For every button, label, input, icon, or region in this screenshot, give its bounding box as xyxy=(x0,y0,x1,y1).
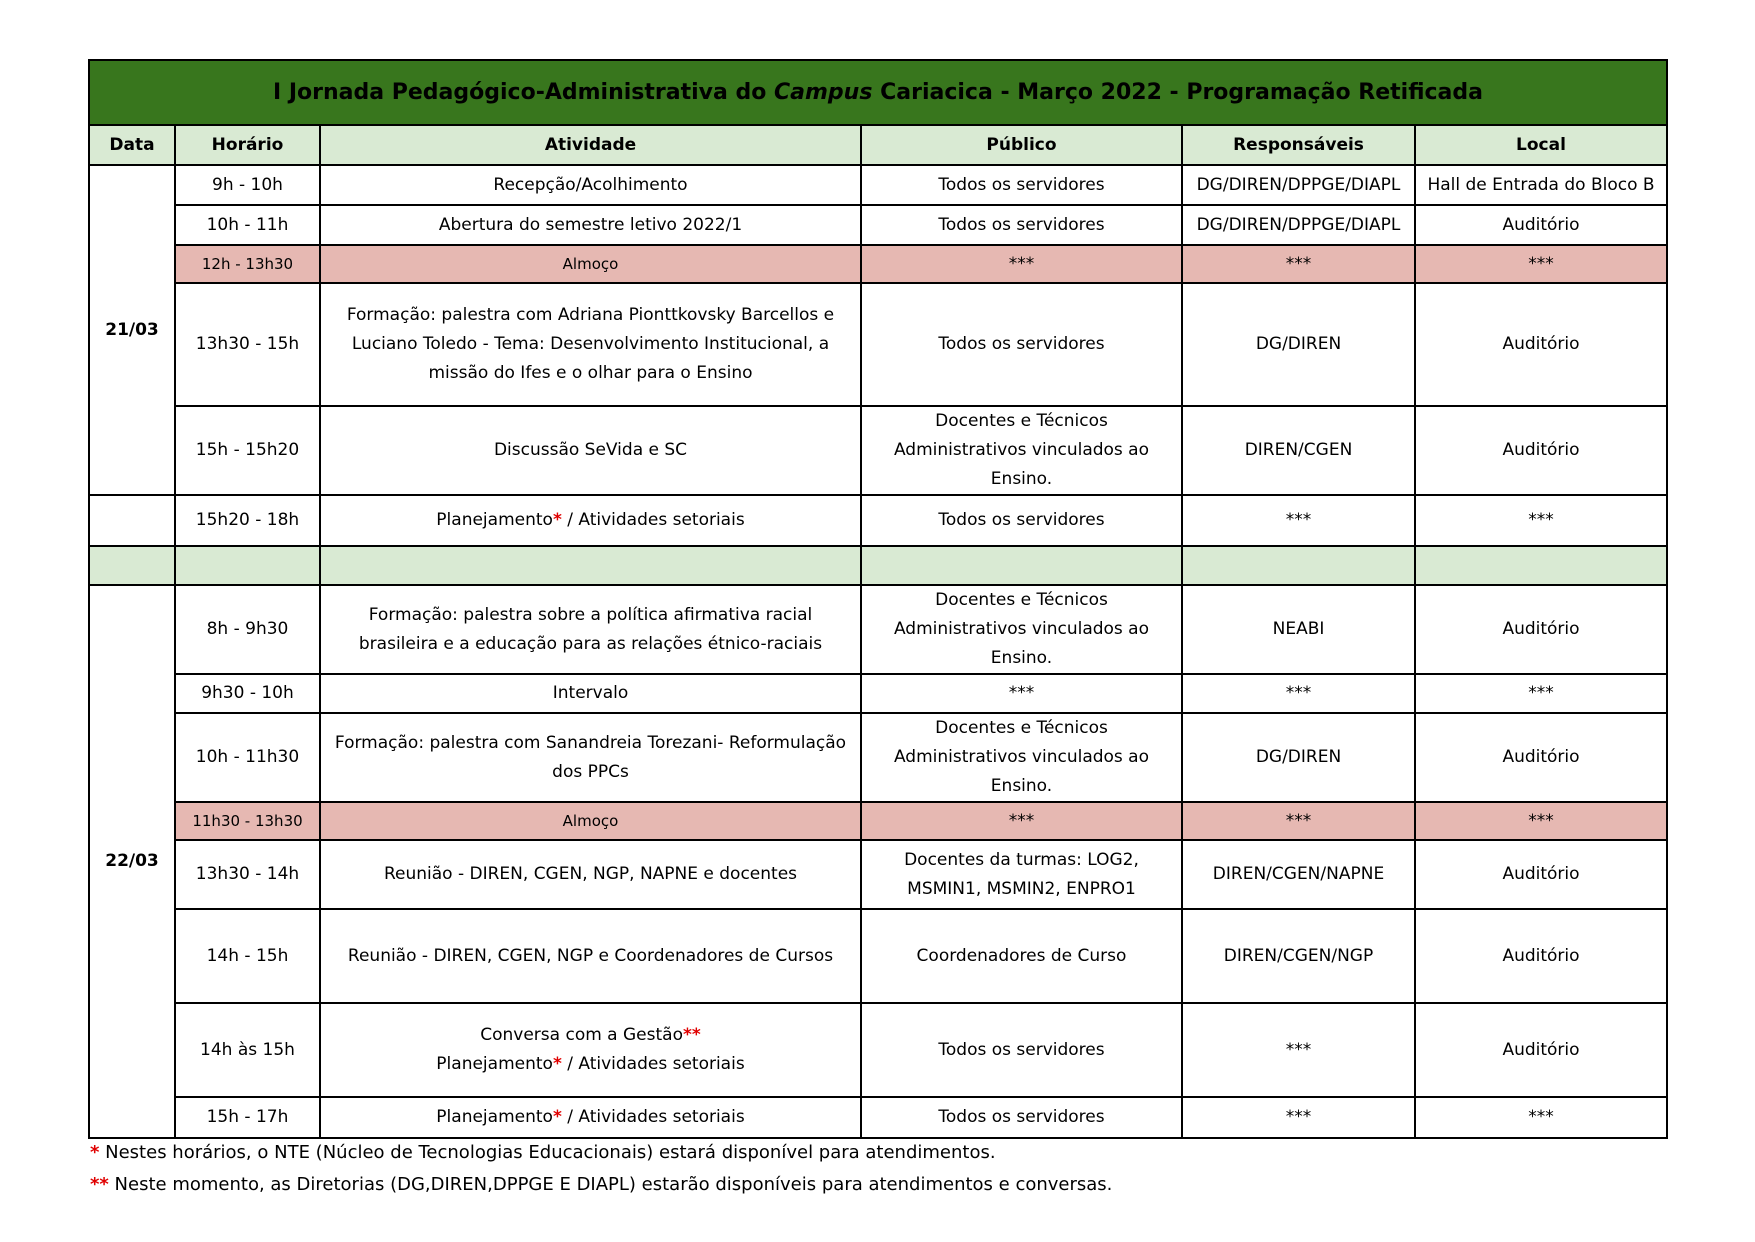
place-cell: Auditório xyxy=(1415,1003,1667,1097)
activity-cell: Reunião - DIREN, CGEN, NGP e Coordenadores de Cursos xyxy=(320,909,861,1003)
responsible-cell: *** xyxy=(1182,495,1415,546)
responsible-cell: NEABI xyxy=(1182,585,1415,674)
asterisk-mark: ** xyxy=(682,1025,701,1045)
place-cell: *** xyxy=(1415,245,1667,283)
asterisk-mark: * xyxy=(552,510,562,530)
activity-cell: Abertura do semestre letivo 2022/1 xyxy=(320,205,861,245)
responsible-cell: DG/DIREN/DPPGE/DIAPL xyxy=(1182,165,1415,205)
audience-cell: Todos os servidores xyxy=(861,165,1182,205)
audience-cell: *** xyxy=(861,245,1182,283)
footnote: ** Neste momento, as Diretorias (DG,DIREN,DPPGE E DIAPL) estarão disponíveis para atendimentos e conversas. xyxy=(90,1174,1113,1195)
responsible-cell: DG/DIREN xyxy=(1182,713,1415,802)
table-row xyxy=(89,205,1667,245)
audience-cell: Todos os servidores xyxy=(861,283,1182,406)
place-cell: *** xyxy=(1415,495,1667,546)
time-cell: 10h - 11h30 xyxy=(175,713,320,802)
activity-cell: Planejamento* / Atividades setoriais xyxy=(320,1097,861,1138)
activity-cell: Planejamento* / Atividades setoriais xyxy=(320,495,861,546)
table-row xyxy=(89,674,1667,713)
activity-cell: Recepção/Acolhimento xyxy=(320,165,861,205)
header-row xyxy=(89,125,1667,165)
audience-cell: Docentes e Técnicos Administrativos vinculados ao Ensino. xyxy=(861,585,1182,674)
table-row xyxy=(89,495,1667,546)
activity-cell: Formação: palestra com Adriana Pionttkovsky Barcellos e Luciano Toledo - Tema: Desenvolvimento Institucional, a missão do Ifes e o olhar para o Ensino xyxy=(320,283,861,406)
time-cell: 14h - 15h xyxy=(175,909,320,1003)
table-row xyxy=(89,165,1667,205)
asterisk-mark: * xyxy=(552,1107,562,1127)
table-row xyxy=(89,1003,1667,1097)
responsible-cell: DG/DIREN/DPPGE/DIAPL xyxy=(1182,205,1415,245)
table-row xyxy=(89,840,1667,909)
table-row xyxy=(89,585,1667,674)
activity-cell: Almoço xyxy=(320,802,861,840)
time-cell: 9h - 10h xyxy=(175,165,320,205)
activity-cell: Conversa com a Gestão** Planejamento* / Atividades setoriais xyxy=(320,1003,861,1097)
header-responsaveis: Responsáveis xyxy=(1182,125,1415,165)
table-row xyxy=(89,406,1667,495)
time-cell: 15h20 - 18h xyxy=(175,495,320,546)
activity-cell: Formação: palestra com Sanandreia Torezani- Reformulação dos PPCs xyxy=(320,713,861,802)
header-horario: Horário xyxy=(175,125,320,165)
responsible-cell: *** xyxy=(1182,245,1415,283)
place-cell: Auditório xyxy=(1415,713,1667,802)
time-cell: 15h - 15h20 xyxy=(175,406,320,495)
time-cell: 13h30 - 15h xyxy=(175,283,320,406)
place-cell: Auditório xyxy=(1415,840,1667,909)
place-cell: *** xyxy=(1415,802,1667,840)
date-cell: 21/03 xyxy=(89,165,175,495)
responsible-cell: DIREN/CGEN/NAPNE xyxy=(1182,840,1415,909)
responsible-cell: DIREN/CGEN xyxy=(1182,406,1415,495)
table-row xyxy=(89,1097,1667,1138)
table-row xyxy=(89,802,1667,840)
responsible-cell: *** xyxy=(1182,674,1415,713)
time-cell: 9h30 - 10h xyxy=(175,674,320,713)
responsible-cell: DG/DIREN xyxy=(1182,283,1415,406)
audience-cell: Docentes e Técnicos Administrativos vinculados ao Ensino. xyxy=(861,406,1182,495)
time-cell: 10h - 11h xyxy=(175,205,320,245)
date-cell-empty xyxy=(89,495,175,546)
time-cell: 14h às 15h xyxy=(175,1003,320,1097)
asterisk-mark: ** xyxy=(90,1174,109,1195)
header-publico: Público xyxy=(861,125,1182,165)
place-cell: Auditório xyxy=(1415,406,1667,495)
responsible-cell: *** xyxy=(1182,802,1415,840)
activity-cell: Discussão SeVida e SC xyxy=(320,406,861,495)
place-cell: Auditório xyxy=(1415,585,1667,674)
responsible-cell: *** xyxy=(1182,1003,1415,1097)
time-cell: 11h30 - 13h30 xyxy=(175,802,320,840)
asterisk-mark: * xyxy=(90,1142,100,1163)
table-row xyxy=(89,909,1667,1003)
header-local: Local xyxy=(1415,125,1667,165)
responsible-cell: DIREN/CGEN/NGP xyxy=(1182,909,1415,1003)
audience-cell: Todos os servidores xyxy=(861,495,1182,546)
table-row xyxy=(89,245,1667,283)
footnote: * Nestes horários, o NTE (Núcleo de Tecnologias Educacionais) estará disponível para atendimentos. xyxy=(90,1142,996,1163)
responsible-cell: *** xyxy=(1182,1097,1415,1138)
audience-cell: *** xyxy=(861,802,1182,840)
table-row xyxy=(89,283,1667,406)
time-cell: 15h - 17h xyxy=(175,1097,320,1138)
place-cell: Hall de Entrada do Bloco B xyxy=(1415,165,1667,205)
place-cell: *** xyxy=(1415,1097,1667,1138)
audience-cell: Docentes e Técnicos Administrativos vinculados ao Ensino. xyxy=(861,713,1182,802)
audience-cell: Coordenadores de Curso xyxy=(861,909,1182,1003)
place-cell: Auditório xyxy=(1415,283,1667,406)
activity-cell: Reunião - DIREN, CGEN, NGP, NAPNE e docentes xyxy=(320,840,861,909)
header-atividade: Atividade xyxy=(320,125,861,165)
time-cell: 13h30 - 14h xyxy=(175,840,320,909)
place-cell: *** xyxy=(1415,674,1667,713)
audience-cell: *** xyxy=(861,674,1182,713)
time-cell: 12h - 13h30 xyxy=(175,245,320,283)
activity-cell: Formação: palestra sobre a política afirmativa racial brasileira e a educação para as relações étnico-raciais xyxy=(320,585,861,674)
schedule-table xyxy=(88,59,1668,1139)
activity-cell: Intervalo xyxy=(320,674,861,713)
asterisk-mark: * xyxy=(552,1054,562,1074)
table-row xyxy=(89,713,1667,802)
place-cell: Auditório xyxy=(1415,909,1667,1003)
audience-cell: Todos os servidores xyxy=(861,1003,1182,1097)
time-cell: 8h - 9h30 xyxy=(175,585,320,674)
header-data: Data xyxy=(89,125,175,165)
activity-cell: Almoço xyxy=(320,245,861,283)
separator-row xyxy=(89,546,1667,585)
audience-cell: Docentes da turmas: LOG2, MSMIN1, MSMIN2, ENPRO1 xyxy=(861,840,1182,909)
audience-cell: Todos os servidores xyxy=(861,205,1182,245)
footnotes xyxy=(90,1137,1112,1201)
place-cell: Auditório xyxy=(1415,205,1667,245)
date-cell: 22/03 xyxy=(89,585,175,1138)
table-title: I Jornada Pedagógico-Administrativa do Campus Cariacica - Março 2022 - Programação Retificada xyxy=(89,60,1667,125)
audience-cell: Todos os servidores xyxy=(861,1097,1182,1138)
